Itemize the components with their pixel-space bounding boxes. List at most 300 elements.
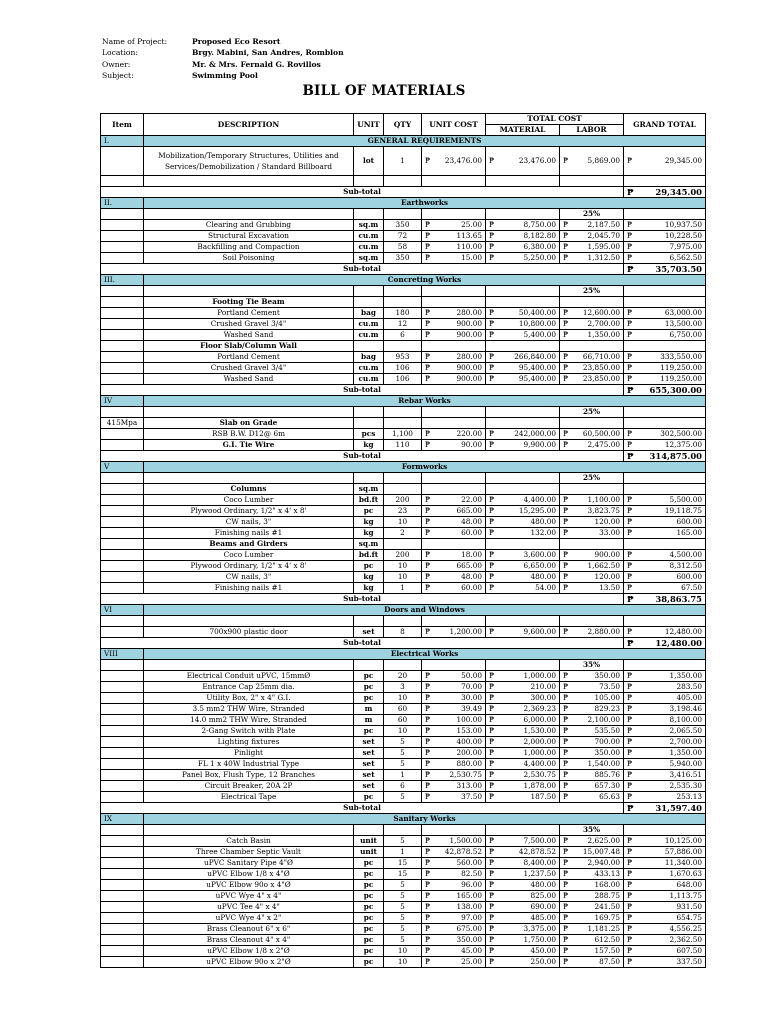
- row-unit-cost-wrap: [425, 506, 482, 516]
- row-unit: bag: [354, 308, 384, 319]
- row-labor-wrap: [563, 858, 620, 868]
- row-item: [101, 352, 144, 363]
- row-labor: [560, 858, 624, 869]
- row-material-value: 690.00: [530, 902, 556, 911]
- row-labor: [560, 253, 624, 264]
- row-unit-cost-value: 2,530.75: [449, 770, 482, 779]
- row-labor: [560, 682, 624, 693]
- row-unit-cost: [422, 506, 486, 517]
- row-labor-value: 2,700.00: [587, 319, 620, 328]
- row-grand-total-wrap: [627, 891, 702, 901]
- section-title: Sanitary Works: [144, 814, 706, 825]
- row-unit-cost: [422, 528, 486, 539]
- row-unit-cost-value: 220.00: [456, 429, 482, 438]
- peso-sign: ₱: [563, 847, 569, 856]
- row-material: [486, 693, 560, 704]
- table-row: [101, 913, 706, 924]
- table-row: [101, 946, 706, 957]
- row-description: 14.0 mm2 THW Wire, Stranded: [144, 715, 354, 726]
- row-grand-total-wrap: [627, 495, 702, 505]
- row-grand-total-wrap: [627, 704, 702, 714]
- row-labor: [560, 231, 624, 242]
- row-item: [101, 836, 144, 847]
- row-grand-total: [624, 330, 706, 341]
- peso-sign: ₱: [627, 308, 633, 317]
- row-description: 3.5 mm2 THW Wire, Stranded: [144, 704, 354, 715]
- peso-sign: ₱: [563, 583, 569, 592]
- row-grand-total-wrap: [627, 352, 702, 362]
- row-unit: pc: [354, 913, 384, 924]
- row-grand-total-wrap: [627, 517, 702, 527]
- row-grand-total-wrap: [627, 671, 702, 681]
- row-description: Catch Basin: [144, 836, 354, 847]
- row-grand-total: [624, 770, 706, 781]
- blank-cell: [144, 209, 354, 220]
- peso-sign: ₱: [563, 748, 569, 757]
- row-grand-total: [624, 682, 706, 693]
- row-labor: [560, 715, 624, 726]
- row-unit-cost: [422, 330, 486, 341]
- row-unit-cost-wrap: [425, 957, 482, 967]
- row-unit-cost-wrap: [425, 891, 482, 901]
- row-unit-cost: [422, 363, 486, 374]
- row-description: uPVC Wye 4" x 2": [144, 913, 354, 924]
- row-labor: [560, 440, 624, 451]
- row-unit-cost: [422, 792, 486, 803]
- project-name-label: Name of Project:: [102, 37, 168, 46]
- row-labor: [560, 561, 624, 572]
- blank-cell: [624, 297, 706, 308]
- row-material-wrap: [489, 891, 556, 901]
- row-labor-value: 73.50: [599, 682, 620, 691]
- row-unit: pc: [354, 924, 384, 935]
- peso-sign: ₱: [489, 935, 495, 944]
- section-item: I.: [101, 136, 144, 147]
- row-unit-cost: [422, 726, 486, 737]
- row-labor-value: 885.76: [594, 770, 620, 779]
- row-unit-cost-value: 48.00: [461, 572, 482, 581]
- row-item: [101, 517, 144, 528]
- row-grand-total-wrap: [627, 156, 702, 166]
- row-unit: kg: [354, 517, 384, 528]
- blank-cell: [486, 286, 560, 297]
- row-qty: 350: [384, 253, 422, 264]
- peso-sign: ₱: [563, 770, 569, 779]
- subtotal-amount: [624, 803, 706, 814]
- row-labor-wrap: [563, 583, 620, 593]
- table-row: [101, 561, 706, 572]
- row-unit-cost-wrap: [425, 880, 482, 890]
- row-material-wrap: [489, 858, 556, 868]
- peso-sign: ₱: [563, 495, 569, 504]
- row-unit: sq.m: [354, 484, 384, 495]
- peso-sign: ₱: [627, 869, 633, 878]
- row-qty: 5: [384, 902, 422, 913]
- row-material-value: 3,375.00: [523, 924, 556, 933]
- row-grand-total-wrap: [627, 572, 702, 582]
- subject: Swimming Pool: [192, 71, 258, 81]
- row-grand-total: [624, 759, 706, 770]
- subtotal-label: Sub-total: [101, 385, 624, 396]
- row-material-value: 7,500.00: [523, 836, 556, 845]
- row-grand-total: [624, 374, 706, 385]
- row-unit-cost-wrap: [425, 913, 482, 923]
- row-labor-wrap: [563, 770, 620, 780]
- peso-sign: ₱: [563, 374, 569, 383]
- row-grand-total: [624, 693, 706, 704]
- blank-cell: [384, 660, 422, 671]
- section-header-row: [101, 198, 706, 209]
- peso-sign: ₱: [425, 935, 431, 944]
- row-unit-cost-value: 25.00: [461, 957, 482, 966]
- header-unit-cost: UNIT COST: [422, 114, 486, 136]
- row-qty: 1: [384, 583, 422, 594]
- row-unit: m: [354, 715, 384, 726]
- row-labor-value: 2,880.00: [587, 627, 620, 636]
- table-row: [101, 429, 706, 440]
- row-material: [486, 781, 560, 792]
- row-unit-cost: [422, 352, 486, 363]
- row-material-value: 42,878.52: [518, 847, 556, 856]
- row-grand-total-wrap: [627, 847, 702, 857]
- blank-cell: [422, 825, 486, 836]
- row-material: [486, 726, 560, 737]
- row-grand-total-value: 8,312.50: [669, 561, 702, 570]
- row-grand-total-value: 4,556.25: [669, 924, 702, 933]
- row-unit: pc: [354, 957, 384, 968]
- row-material-value: 450.00: [530, 946, 556, 955]
- row-description: Crushed Gravel 3/4": [144, 319, 354, 330]
- row-item: [101, 495, 144, 506]
- row-material-wrap: [489, 561, 556, 571]
- row-unit-cost: [422, 781, 486, 792]
- blank-cell: [624, 407, 706, 418]
- table-row: [101, 374, 706, 385]
- peso-sign: ₱: [425, 913, 431, 922]
- row-unit-cost-value: 100.00: [456, 715, 482, 724]
- blank-cell: [624, 341, 706, 352]
- peso-sign: ₱: [489, 561, 495, 570]
- row-grand-total-value: 12,480.00: [664, 627, 702, 636]
- peso-sign: ₱: [627, 594, 634, 604]
- row-labor: [560, 374, 624, 385]
- row-grand-total-wrap: [627, 770, 702, 780]
- row-material-value: 1,000.00: [523, 748, 556, 757]
- row-material-wrap: [489, 330, 556, 340]
- row-labor-wrap: [563, 156, 620, 166]
- row-labor-wrap: [563, 517, 620, 527]
- blank-cell: [384, 407, 422, 418]
- row-labor-wrap: [563, 319, 620, 329]
- row-qty: 5: [384, 935, 422, 946]
- row-material-wrap: [489, 902, 556, 912]
- peso-sign: ₱: [563, 220, 569, 229]
- row-unit-cost-value: 900.00: [456, 363, 482, 372]
- peso-sign: ₱: [425, 253, 431, 262]
- row-unit-cost-wrap: [425, 836, 482, 846]
- row-labor: [560, 671, 624, 682]
- row-grand-total: [624, 704, 706, 715]
- row-grand-total: [624, 147, 706, 176]
- row-material-value: 6,380.00: [523, 242, 556, 251]
- row-qty: [384, 484, 422, 495]
- row-grand-total: [624, 572, 706, 583]
- row-unit-cost: [422, 253, 486, 264]
- row-material: [486, 561, 560, 572]
- row-unit-cost: [422, 374, 486, 385]
- row-labor-value: 23,850.00: [582, 374, 620, 383]
- row-description: Brass Cleanout 4" x 4": [144, 935, 354, 946]
- row-material: [486, 880, 560, 891]
- row-description: CW nails, 3": [144, 517, 354, 528]
- row-labor-value: 535.50: [594, 726, 620, 735]
- row-grand-total-value: 600.00: [676, 572, 702, 581]
- peso-sign: ₱: [489, 726, 495, 735]
- row-grand-total: [624, 583, 706, 594]
- peso-sign: ₱: [425, 704, 431, 713]
- row-unit-cost: [422, 583, 486, 594]
- row-material-wrap: [489, 693, 556, 703]
- row-unit: pc: [354, 935, 384, 946]
- row-material-value: 5,400.00: [523, 330, 556, 339]
- row-qty: 5: [384, 836, 422, 847]
- row-grand-total-wrap: [627, 506, 702, 516]
- row-material-wrap: [489, 880, 556, 890]
- row-unit: cu.m: [354, 231, 384, 242]
- row-unit-cost-value: 60.00: [461, 583, 482, 592]
- row-grand-total-value: 19,118.75: [664, 506, 702, 515]
- row-material-value: 132.00: [530, 528, 556, 537]
- peso-sign: ₱: [489, 715, 495, 724]
- table-row: [101, 891, 706, 902]
- row-material: [486, 946, 560, 957]
- blank-cell: [560, 341, 624, 352]
- row-unit-cost-wrap: [425, 429, 482, 439]
- row-unit-cost-wrap: [425, 583, 482, 593]
- row-unit-cost: [422, 440, 486, 451]
- row-material: [486, 737, 560, 748]
- row-grand-total-wrap: [627, 737, 702, 747]
- section-header-row: [101, 814, 706, 825]
- row-unit-cost: [422, 847, 486, 858]
- row-unit-cost: [422, 682, 486, 693]
- peso-sign: ₱: [563, 572, 569, 581]
- row-material-wrap: [489, 682, 556, 692]
- row-unit-cost-wrap: [425, 220, 482, 230]
- row-labor-wrap: [563, 715, 620, 725]
- row-labor-wrap: [563, 220, 620, 230]
- row-material-value: 4,400.00: [523, 759, 556, 768]
- row-unit-cost-wrap: [425, 319, 482, 329]
- peso-sign: ₱: [489, 583, 495, 592]
- row-unit-cost-wrap: [425, 308, 482, 318]
- section-item: IV: [101, 396, 144, 407]
- row-description: Panel Box, Flush Type, 12 Branches: [144, 770, 354, 781]
- peso-sign: ₱: [489, 781, 495, 790]
- peso-sign: ₱: [563, 352, 569, 361]
- row-material-value: 2,000.00: [523, 737, 556, 746]
- row-qty: 953: [384, 352, 422, 363]
- row-item: [101, 858, 144, 869]
- table-body: [101, 136, 706, 968]
- row-labor-wrap: [563, 781, 620, 791]
- row-material: [486, 847, 560, 858]
- peso-sign: ₱: [563, 891, 569, 900]
- peso-sign: ₱: [627, 715, 633, 724]
- row-grand-total: [624, 902, 706, 913]
- peso-sign: ₱: [627, 627, 633, 636]
- subject-row: [102, 70, 344, 81]
- row-grand-total-wrap: [627, 869, 702, 879]
- peso-sign: ₱: [627, 242, 633, 251]
- row-material: [486, 528, 560, 539]
- table-row: [101, 506, 706, 517]
- peso-sign: ₱: [425, 946, 431, 955]
- row-description: Washed Sand: [144, 330, 354, 341]
- row-unit-cost-wrap: [425, 792, 482, 802]
- peso-sign: ₱: [627, 957, 633, 966]
- peso-sign: ₱: [425, 561, 431, 570]
- row-grand-total: [624, 891, 706, 902]
- row-material-value: 4,400.00: [523, 495, 556, 504]
- row-labor: [560, 693, 624, 704]
- row-labor-value: 169.75: [594, 913, 620, 922]
- peso-sign: ₱: [563, 528, 569, 537]
- row-unit-cost-value: 560.00: [456, 858, 482, 867]
- row-labor-wrap: [563, 363, 620, 373]
- owner-row: [102, 59, 344, 70]
- row-material: [486, 363, 560, 374]
- peso-sign: ₱: [627, 495, 633, 504]
- row-unit: pc: [354, 693, 384, 704]
- row-unit: pc: [354, 902, 384, 913]
- blank-cell: [624, 660, 706, 671]
- row-material-wrap: [489, 374, 556, 384]
- row-unit: cu.m: [354, 330, 384, 341]
- subtotal-label: Sub-total: [101, 803, 624, 814]
- peso-sign: ₱: [627, 726, 633, 735]
- row-material-value: 187.50: [530, 792, 556, 801]
- row-description: Footing Tie Beam: [144, 297, 354, 308]
- blank-cell: [422, 407, 486, 418]
- row-unit: [354, 341, 384, 352]
- row-labor: [560, 583, 624, 594]
- row-material-value: 95,400.00: [518, 374, 556, 383]
- row-grand-total-value: 10,125.00: [664, 836, 702, 845]
- row-unit-cost-value: 665.00: [456, 561, 482, 570]
- peso-sign: ₱: [627, 902, 633, 911]
- row-item: [101, 847, 144, 858]
- row-material-value: 480.00: [530, 572, 556, 581]
- row-unit-cost: [422, 891, 486, 902]
- row-material-wrap: [489, 726, 556, 736]
- row-material-value: 1,000.00: [523, 671, 556, 680]
- subtotal-amount-wrap: [627, 803, 702, 813]
- row-grand-total-value: 10,937.50: [664, 220, 702, 229]
- row-item: [101, 319, 144, 330]
- table-row: [101, 363, 706, 374]
- subtotal-label: Sub-total: [101, 451, 624, 462]
- row-unit-cost: [422, 308, 486, 319]
- row-material: [486, 792, 560, 803]
- row-unit-cost-wrap: [425, 242, 482, 252]
- peso-sign: ₱: [425, 726, 431, 735]
- row-material: [486, 440, 560, 451]
- page-title: BILL OF MATERIALS: [302, 83, 466, 99]
- row-labor-wrap: [563, 924, 620, 934]
- labor-percent: 35%: [560, 660, 624, 671]
- row-labor: [560, 792, 624, 803]
- row-material: [486, 924, 560, 935]
- subtotal-amount-value: 12,480.00: [655, 638, 702, 648]
- row-labor-value: 15,007.48: [582, 847, 620, 856]
- row-grand-total-value: 6,562.50: [669, 253, 702, 262]
- blank-cell: [144, 286, 354, 297]
- peso-sign: ₱: [489, 374, 495, 383]
- row-grand-total: [624, 946, 706, 957]
- row-grand-total-wrap: [627, 781, 702, 791]
- peso-sign: ₱: [563, 924, 569, 933]
- row-grand-total-value: 13,500.00: [664, 319, 702, 328]
- row-unit: cu.m: [354, 374, 384, 385]
- peso-sign: ₱: [425, 924, 431, 933]
- peso-sign: ₱: [627, 935, 633, 944]
- peso-sign: ₱: [627, 924, 633, 933]
- blank-cell: [101, 616, 144, 627]
- row-unit: m: [354, 704, 384, 715]
- row-material-value: 10,800.00: [518, 319, 556, 328]
- blank-cell: [624, 539, 706, 550]
- blank-cell: [560, 176, 624, 187]
- row-item: [101, 583, 144, 594]
- table-row: [101, 748, 706, 759]
- blank-cell: [486, 473, 560, 484]
- row-labor: [560, 737, 624, 748]
- percent-row: [101, 616, 706, 627]
- row-description: Lighting fixtures: [144, 737, 354, 748]
- row-description: Brass Cleanout 6" x 6": [144, 924, 354, 935]
- row-material-wrap: [489, 737, 556, 747]
- row-item: 415Mpa: [101, 418, 144, 429]
- row-material: [486, 147, 560, 176]
- row-material-value: 2,530.75: [523, 770, 556, 779]
- row-labor-value: 2,100.00: [587, 715, 620, 724]
- row-labor-value: 900.00: [594, 550, 620, 559]
- row-grand-total-wrap: [627, 550, 702, 560]
- row-labor-value: 350.00: [594, 748, 620, 757]
- row-labor: [560, 429, 624, 440]
- peso-sign: ₱: [627, 220, 633, 229]
- row-unit-cost-value: 165.00: [456, 891, 482, 900]
- section-title: Rebar Works: [144, 396, 706, 407]
- row-labor-value: 1,312.50: [587, 253, 620, 262]
- row-description: Portland Cement: [144, 308, 354, 319]
- row-qty: 5: [384, 891, 422, 902]
- row-labor-value: 66,710.00: [582, 352, 620, 361]
- row-unit-cost-wrap: [425, 253, 482, 263]
- row-grand-total: [624, 495, 706, 506]
- row-material-wrap: [489, 583, 556, 593]
- row-grand-total: [624, 231, 706, 242]
- row-material-wrap: [489, 363, 556, 373]
- row-labor-wrap: [563, 440, 620, 450]
- row-grand-total: [624, 836, 706, 847]
- row-unit-cost-wrap: [425, 704, 482, 714]
- subtotal-row: [101, 451, 706, 462]
- peso-sign: ₱: [563, 627, 569, 636]
- row-unit-cost-value: 350.00: [456, 935, 482, 944]
- row-labor-value: 13.50: [599, 583, 620, 592]
